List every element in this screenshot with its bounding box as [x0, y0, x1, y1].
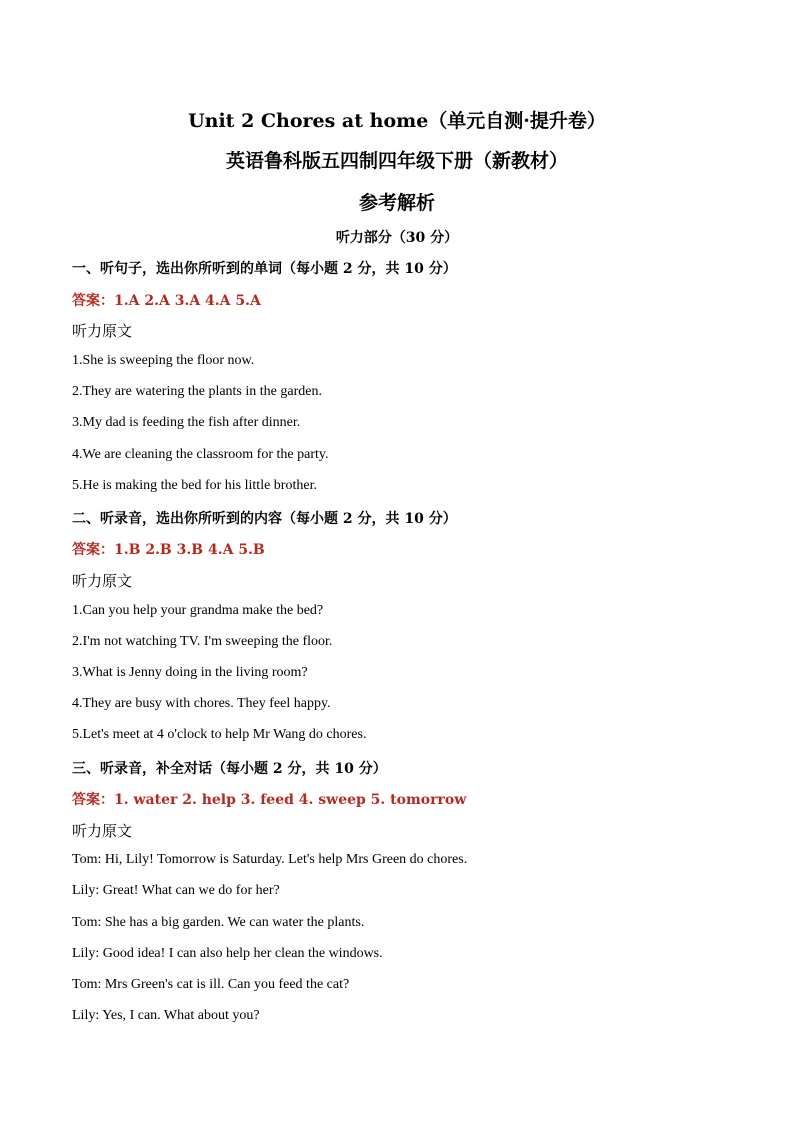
section-3-line-5: Tom: Mrs Green's cat is ill. Can you feed the cat?	[72, 977, 350, 992]
section-3-heading: 三、听录音，补全对话（每小题 2 分，共 10 分）	[72, 761, 387, 777]
section-1-line-4: 4.We are cleaning the classroom for the party.	[72, 447, 329, 462]
document-title-line-1: Unit 2 Chores at home（单元自测·提升卷）	[188, 110, 606, 132]
section-2-line-3: 3.What is Jenny doing in the living room?	[72, 665, 308, 680]
listening-section-subtitle: 听力部分（30 分）	[335, 230, 459, 246]
section-2-line-5: 5.Let's meet at 4 o'clock to help Mr Wang do chores.	[72, 727, 367, 742]
section-3-line-3: Tom: She has a big garden. We can water the plants.	[72, 915, 365, 930]
section-1-heading: 一、听句子，选出你所听到的单词（每小题 2 分，共 10 分）	[72, 261, 457, 277]
section-2-line-2: 2.I'm not watching TV. I'm sweeping the floor.	[72, 634, 333, 649]
section-2-line-4: 4.They are busy with chores. They feel happy.	[72, 696, 331, 711]
section-3-line-6: Lily: Yes, I can. What about you?	[72, 1008, 260, 1023]
section-2-line-1: 1.Can you help your grandma make the bed?	[72, 603, 324, 618]
section-2-heading: 二、听录音，选出你所听到的内容（每小题 2 分，共 10 分）	[72, 511, 457, 527]
section-3-line-4: Lily: Good idea! I can also help her clean the windows.	[72, 946, 383, 961]
section-1-line-3: 3.My dad is feeding the fish after dinner.	[72, 415, 301, 430]
document-title-line-3: 参考解析	[358, 192, 435, 214]
section-1-transcript-label: 听力原文	[72, 322, 133, 340]
section-1-line-1: 1.She is sweeping the floor now.	[72, 353, 255, 368]
section-1-line-5: 5.He is making the bed for his little brother.	[72, 478, 317, 493]
section-1-line-2: 2.They are watering the plants in the garden.	[72, 384, 322, 399]
section-3-answer: 答案：1. water 2. help 3. feed 4. sweep 5. tomorrow	[72, 792, 467, 808]
section-3-transcript-label: 听力原文	[72, 822, 133, 840]
section-2-transcript-label: 听力原文	[72, 572, 133, 590]
document-title-line-2: 英语鲁科版五四制四年级下册（新教材）	[225, 150, 568, 172]
section-2-answer: 答案：1.B 2.B 3.B 4.A 5.B	[72, 542, 265, 558]
section-3-line-2: Lily: Great! What can we do for her?	[72, 883, 280, 898]
section-1-answer: 答案：1.A 2.A 3.A 4.A 5.A	[72, 293, 261, 309]
section-3-line-1: Tom: Hi, Lily! Tomorrow is Saturday. Let's help Mrs Green do chores.	[72, 852, 468, 867]
